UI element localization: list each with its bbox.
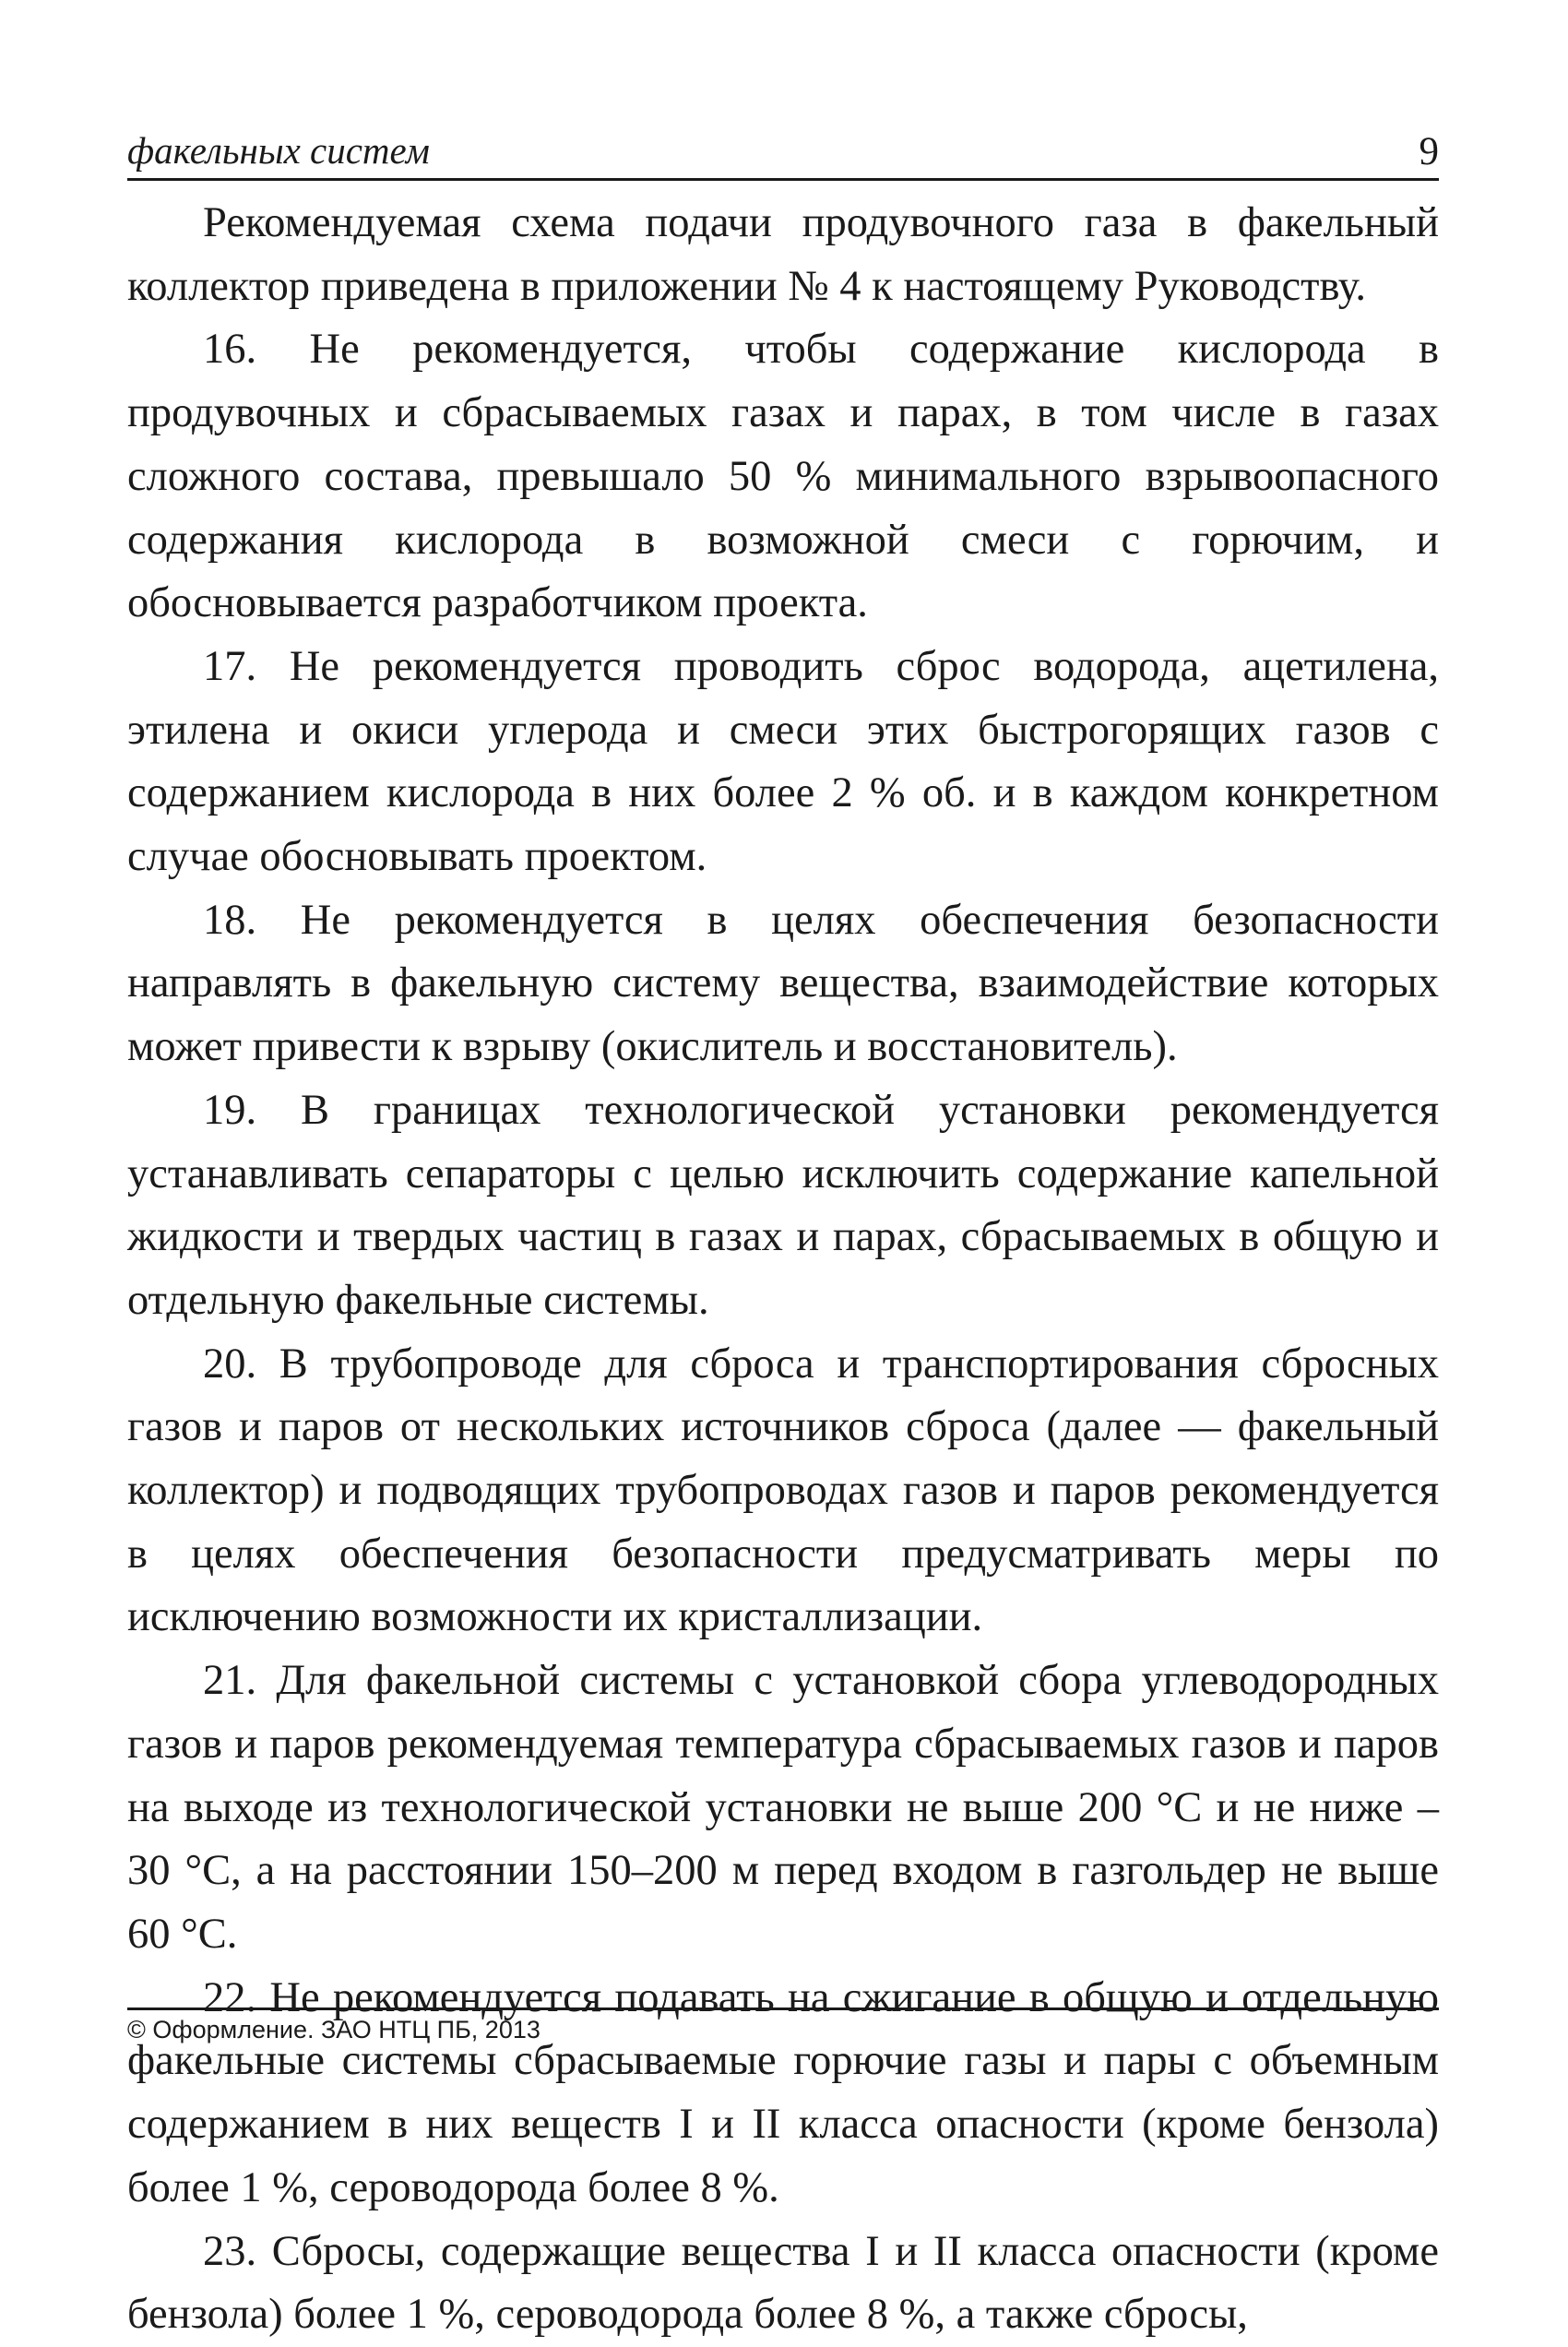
copyright-notice: © Оформление. ЗАО НТЦ ПБ, 2013 [127,2016,540,2043]
paragraph-21: 21. Для факельной системы с установкой сбора углеводородных газов и паров рекомендуемая температура сбрасываемых газов и паров на выходе из технологической установки не выше 200 °С и не ниже –30 °С, а на расстоянии 150–200 м перед входом в газгольдер не выше 60 °С. [127,1657,1439,1958]
paragraph-18: 18. Не рекомендуется в целях обеспечения безопасности направлять в факельную систему вещества, взаимодействие которых может привести к взрыву (окислитель и восстановитель). [127,896,1439,1071]
page-number: 9 [1419,130,1439,173]
paragraph-19: 19. В границах технологической установки рекомендуется устанавливать сепараторы с целью исключить содержание капельной жидкости и твердых частиц в газах и парах, сбрасываемых в общую и отдельную факельные системы. [127,1086,1439,1324]
paragraph-17: 17. Не рекомендуется проводить сброс водорода, ацетилена, этилена и окиси углерода и смеси этих быстрогорящих газов с содержанием кислорода в них более 2 % об. и в каждом конкретном случае обосновывать проектом. [127,642,1439,881]
paragraph-20: 20. В трубопроводе для сброса и транспортирования сбросных газов и паров от нескольких источников сброса (далее — факельный коллектор) и подводящих трубопроводах газов и паров рекомендуется в целях обеспечения безопасности предусматривать меры по исключению возможности их кристаллизации. [127,1340,1439,1641]
running-header-title: факельных систем [127,129,430,172]
paragraph-16: 16. Не рекомендуется, чтобы содержание кислорода в продувочных и сбрасываемых газах и парах, в том числе в газах сложного состава, превышало 50 % минимального взрывоопасного содержания кислорода в возможной смеси с горючим, и обосновывается разработчиком проекта. [127,326,1439,627]
paragraph-22: 22. Не рекомендуется подавать на сжигание в общую и отдельную факельные системы сбрасываемые горючие газы и пары с объемным содержанием в них веществ I и II класса опасности (кроме бензола) более 1 %, сероводорода более 8 %. [127,1973,1439,2211]
paragraph-intro: Рекомендуемая схема подачи продувочного газа в факельный коллектор приведена в приложении № 4 к настоящему Руководству. [127,199,1439,310]
running-header [127,125,1439,181]
paragraph-23: 23. Сбросы, содержащие вещества I и II класса опасности (кроме бензола) более 1 %, сероводорода более 8 %, а также сбросы, [127,2227,1439,2339]
page-footer [127,2007,1439,2044]
